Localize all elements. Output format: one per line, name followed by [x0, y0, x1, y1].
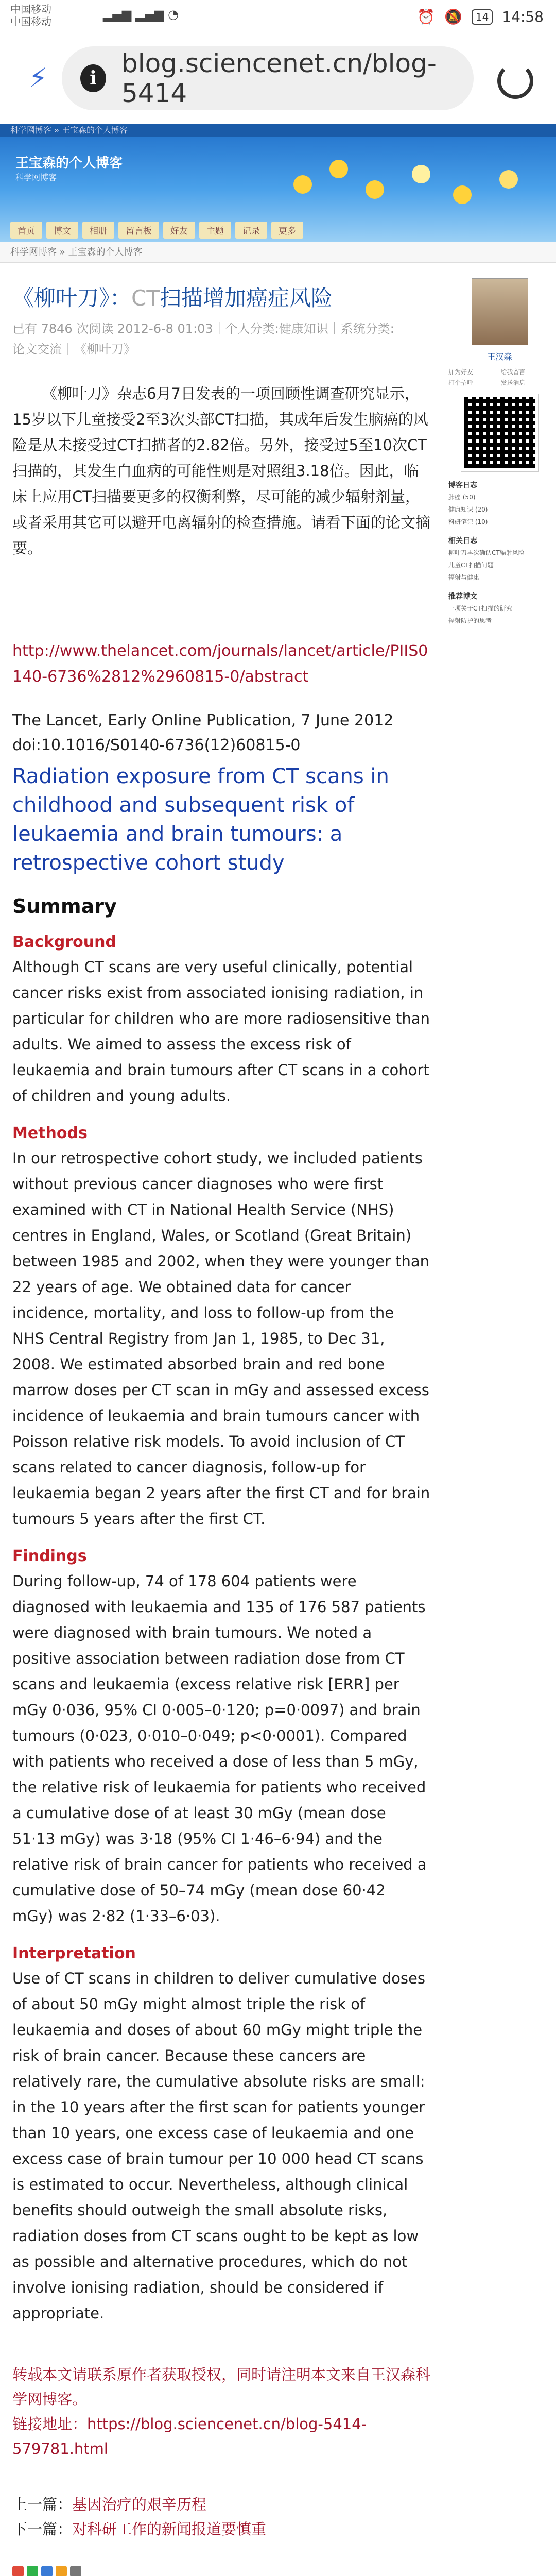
repost-text: 转载本文请联系原作者获取授权，同时请注明本文来自王汉森科学网博客。: [12, 2366, 431, 2408]
share-more-icon[interactable]: [70, 2566, 81, 2576]
author-name[interactable]: 王汉森: [487, 352, 512, 362]
meta-line-2: 论文交流｜《柳叶刀》: [12, 342, 136, 357]
title-ct: CT: [131, 285, 160, 311]
nav-item[interactable]: 更多: [271, 222, 303, 239]
add-friend-link[interactable]: 加为好友: [448, 368, 474, 376]
sidebar-item[interactable]: 肺癌 (50): [448, 494, 476, 501]
mute-icon: 🔕: [444, 8, 462, 25]
browser-address-bar: [0, 36, 556, 124]
share-weibo-icon[interactable]: [12, 2566, 24, 2576]
interpretation-text: Use of CT scans in children to deliver cumulative doses of about 50 mGy might almost triple the risk of leukaemia and doses of about 60 mGy might triple the risk of brain cancer. Because these cancers are relatively rare, the cumulative absolute risks are small: in the 10 years after the first scan for patients younger than 10 years, one excess case of leukaemia and one excess case of brain tumour per 10 000 head CT scans is estimated to occur. Nevertheless, although clinical benefits should outweigh the small absolute risks, radiation doses from CT scans ought to be kept as low as possible and alternative procedures, which do not involve ionising radiation, should be considered if appropriate.: [12, 1970, 425, 2322]
lightning-icon[interactable]: ⚡: [28, 63, 48, 94]
meta-line-1: 已有 7846 次阅读 2012-6-8 01:03｜个人分类:健康知识｜系统分类:: [12, 321, 394, 336]
author-actions: [448, 367, 551, 387]
interpretation-heading: Interpretation: [12, 1944, 136, 1962]
journal-info: [12, 708, 430, 758]
summary-heading: Summary: [12, 895, 117, 918]
status-bar: [0, 0, 556, 36]
nav-item[interactable]: 相册: [82, 222, 114, 239]
sidebar: [443, 263, 556, 2576]
reload-icon[interactable]: [497, 63, 533, 99]
intro-paragraph: 《柳叶刀》杂志6月7日发表的一项回顾性调查研究显示，15岁以下儿童接受2至3次头部CT扫描，其成年后发生脑癌的风险是从未接受过CT扫描者的2.82倍。另外，接受过5至10次CT扫描的，其发生白血病的可能性则是对照组3.18倍。因此，临床上应用CT扫描要更多的权衡利弊，尽可能的减少辐射剂量，或者采用其它可以避开电离辐射的检查措施。请看下面的论文摘要。: [12, 385, 431, 557]
nav-item[interactable]: 留言板: [118, 222, 159, 239]
nav-item[interactable]: 好友: [163, 222, 195, 239]
findings-text: During follow-up, 74 of 178 604 patients were diagnosed with leukaemia and 135 of 176 587 patients were diagnosed with brain tumours. We noted a positive association between radiation dose from CT scans and leukaemia (excess relative risk [ERR] per mGy 0·036, 95% CI 0·005–0·120; p=0·0097) and brain tumours (0·023, 0·010–0·049; p<0·0001). Compared with patients who received a dose of less than 5 mGy, the relative risk of leukaemia for patients who received a cumulative dose of at least 30 mGy (mean dose 51·13 mGy) was 3·18 (95% CI 1·46–6·94) and the relative risk of brain cancer for patients who received a cumulative dose of 50–74 mGy (mean dose 60·42 mGy) was 2·82 (1·33–6·03).: [12, 1572, 427, 1925]
nav-item[interactable]: 博文: [46, 222, 78, 239]
post-navigation: [12, 2492, 430, 2541]
carrier-2: 中国移动: [10, 15, 51, 28]
share-wechat-icon[interactable]: [27, 2566, 38, 2576]
findings-heading: Findings: [12, 1547, 87, 1565]
prev-label: 上一篇：: [12, 2496, 73, 2513]
repost-link[interactable]: 链接地址：https://blog.sciencenet.cn/blog-5414-579781.html: [12, 2415, 367, 2458]
status-right: [417, 8, 544, 25]
share-qq-icon[interactable]: [41, 2566, 53, 2576]
share-qzone-icon[interactable]: [56, 2566, 67, 2576]
title-rest: 扫描增加癌症风险: [160, 285, 333, 311]
share-icons: [12, 2566, 430, 2576]
breadcrumb: 科学网博客 » 王宝森的个人博客: [0, 242, 556, 263]
nav-item[interactable]: 主题: [199, 222, 231, 239]
sidebar-heading-2: 相关日志: [448, 537, 477, 545]
sidebar-item[interactable]: 柳叶刀再次确认CT辐射风险: [448, 549, 525, 556]
content-area: [0, 263, 556, 2576]
blog-subtitle: 科学网博客: [15, 173, 57, 182]
url-field[interactable]: [62, 46, 474, 110]
greet-link[interactable]: 打个招呼: [448, 379, 474, 386]
sidebar-item[interactable]: 一项关于CT扫描的研究: [448, 605, 512, 612]
paper-title: Radiation exposure from CT scans in childhood and subsequent risk of leukaemia and brain tumours: a retrospective cohort study: [12, 765, 389, 875]
sidebar-item[interactable]: 辐射与健康: [448, 574, 480, 581]
source-link[interactable]: http://www.thelancet.com/journals/lancet/article/PIIS0140-6736%2812%2960815-0/abstract: [12, 642, 428, 686]
blog-name[interactable]: 王宝森的个人博客: [15, 156, 123, 171]
author-avatar[interactable]: [472, 278, 528, 345]
methods-heading: Methods: [12, 1124, 88, 1142]
repost-notice: [12, 2362, 430, 2461]
url-text: blog.sciencenet.cn/blog-5414: [121, 48, 437, 108]
qr-code: [461, 394, 538, 471]
nav-item[interactable]: 记录: [235, 222, 267, 239]
blog-nav: [10, 222, 303, 239]
info-icon[interactable]: i: [80, 64, 106, 92]
sidebar-item[interactable]: 辐射防护的思考: [448, 617, 492, 624]
nav-item[interactable]: 首页: [10, 222, 42, 239]
battery-icon: 14: [472, 9, 493, 25]
next-label: 下一篇：: [12, 2520, 73, 2538]
prev-post-link[interactable]: 基因治疗的艰辛历程: [72, 2496, 207, 2513]
carrier-1: 中国移动: [10, 3, 51, 15]
carrier-info: [10, 3, 51, 28]
alarm-icon: ⏰: [417, 8, 435, 25]
leave-message-link[interactable]: 给我留言: [500, 368, 526, 376]
header-banner-image: [288, 155, 535, 216]
next-post-link[interactable]: 对科研工作的新闻报道要慎重: [72, 2520, 267, 2538]
post-main: [0, 263, 443, 2576]
journal-line-2: doi:10.1016/S0140-6736(12)60815-0: [12, 736, 301, 754]
background-heading: Background: [12, 933, 116, 951]
sidebar-item[interactable]: 儿童CT扫描问题: [448, 562, 494, 569]
sidebar-item[interactable]: 健康知识 (20): [448, 506, 488, 513]
site-header: [0, 124, 556, 242]
top-line: 科学网博客 » 王宝森的个人博客: [0, 124, 556, 137]
post-title: [12, 283, 430, 313]
sidebar-heading-1: 博客日志: [448, 481, 477, 489]
title-prefix: 《柳叶刀》：: [12, 285, 132, 311]
signal-icon: ▂▄▆ ▂▄▆ ◔: [103, 7, 179, 22]
clock: 14:58: [502, 8, 544, 25]
post-meta: [12, 318, 430, 368]
background-text: Although CT scans are very useful clinically, potential cancer risks exist from associated ionising radiation, in particular for children who are more radiosensitive than adults. We aimed to assess the excess risk of leukaemia and brain tumours after CT scans in a cohort of children and young adults.: [12, 958, 430, 1105]
send-message-link[interactable]: 发送消息: [500, 379, 526, 386]
journal-line-1: The Lancet, Early Online Publication, 7 June 2012: [12, 711, 394, 730]
recommend-box: [12, 2557, 430, 2576]
sidebar-item[interactable]: 科研笔记 (10): [448, 518, 488, 526]
sidebar-heading-3: 推荐博文: [448, 592, 477, 601]
methods-text: In our retrospective cohort study, we included patients without previous cancer diagnoses who were first examined with CT in National Health Service (NHS) centres in England, Wales, or Scotland (Great Britain) between 1985 and 2002, when they were younger than 22 years of age. We obtained data for cancer incidence, mortality, and loss to follow-up from the NHS Central Registry from Jan 1, 1985, to Dec 31, 2008. We estimated absorbed brain and red bone marrow doses per CT scan in mGy and assessed excess incidence of leukaemia and brain tumours cancer with Poisson relative risk models. To avoid inclusion of CT scans related to cancer diagnosis, follow-up for leukaemia began 2 years after the first CT and for brain tumours 5 years after the first CT.: [12, 1149, 430, 1528]
